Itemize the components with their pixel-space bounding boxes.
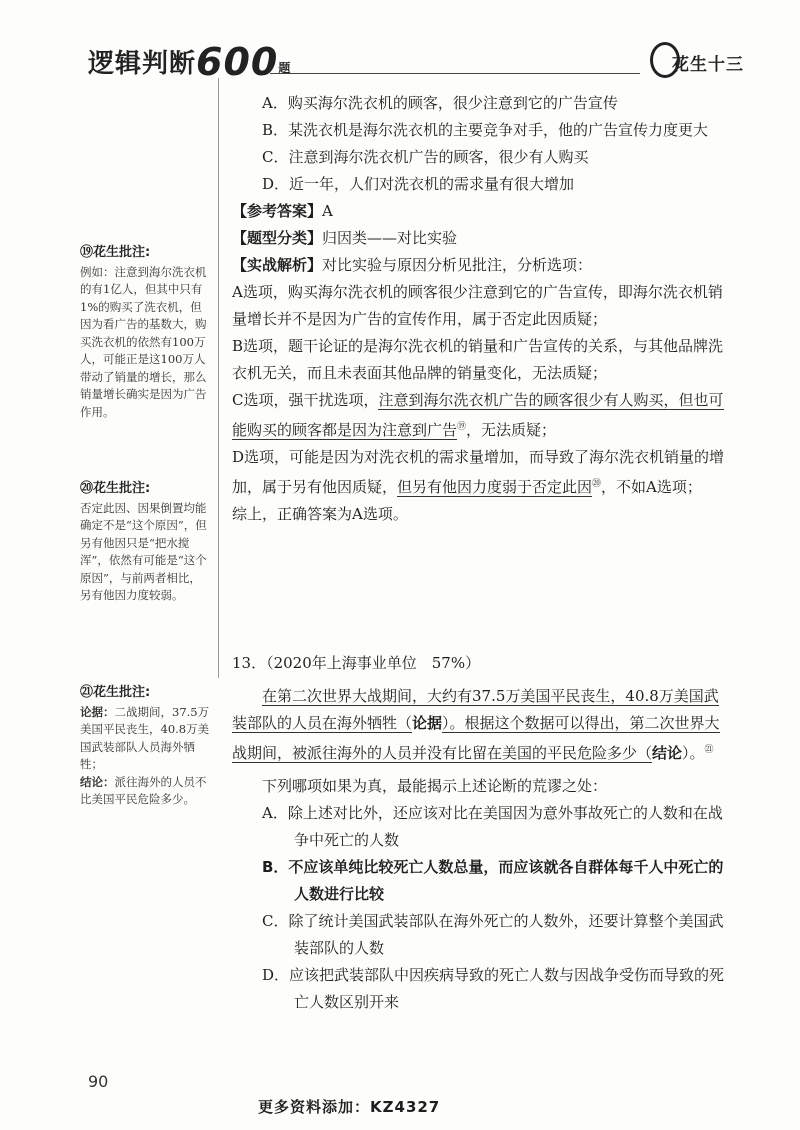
brand-logo: 花生十三 [650, 42, 755, 78]
q12-analysis-a: A选项，购买海尔洗衣机的顾客很少注意到它的广告宣传，即海尔洗衣机销量增长并不是因为广告的宣传作用，属于否定此因质疑； [232, 283, 723, 328]
q12-option-a: A．购买海尔洗衣机的顾客，很少注意到它的广告宣传 [262, 94, 618, 112]
q12-analysis-intro: 【实战解析】对比实验与原因分析见批注，分析选项： [232, 256, 593, 274]
q13-option-b: B．不应该单纯比较死亡人数总量，而应该就各自群体每千人中死亡的人数进行比较 [262, 858, 724, 903]
footer-watermark: 更多资料添加：KZ4327 [258, 1098, 441, 1116]
q13-header: 13．（2020年上海事业单位 57%） [232, 654, 481, 672]
header-rule [270, 73, 640, 74]
book-title: 逻辑判断600题 [88, 40, 292, 84]
q12-analysis-b: B选项，题干论证的是海尔洗衣机的销量和广告宣传的关系，与其他品牌洗衣机无关，而且未表面其他品牌的销量变化，无法质疑； [232, 337, 724, 382]
q13-option-a: A．除上述对比外，还应该对比在美国因为意外事故死亡的人数和在战争中死亡的人数 [262, 804, 723, 849]
q13-block [232, 650, 727, 1016]
page-number: 90 [88, 1072, 109, 1091]
column-divider [218, 78, 219, 678]
q12-type: 【题型分类】归因类——对比实验 [232, 229, 458, 247]
annotation-19: ⑲花生批注: 例如：注意到海尔洗衣机的有1亿人，但其中只有1%的购买了洗衣机，但因为看广告的基数大，购买洗衣机的依然有100万人，可能正是这100万人带动了销量的增长，那么销量增长确实是因为广告作用。 [80, 245, 207, 419]
q12-answer: 【参考答案】A [232, 202, 333, 220]
q13-stem: 在第二次世界大战期间，大约有37.5万美国平民丧生，40.8万美国武装部队的人员在海外牺牲（论据）。根据这个数据可以得出，第二次世界大战期间，被派往海外的人员并没有比留在美国的平民危险多少（结论）。$^㉑$ [232, 687, 720, 762]
q13-question: 下列哪项如果为真，最能揭示上述论断的荒谬之处： [262, 777, 608, 795]
annotation-21: ㉑花生批注: 论据：二战期间，37.5万美国平民丧生，40.8万美国武装部队人员海外牺牲； 结论：派往海外的人员不比美国平民危险多少。 [80, 685, 210, 806]
q12-block [232, 90, 727, 528]
q12-option-b: B．某洗衣机是海尔洗衣机的主要竞争对手，他的广告宣传力度更大 [262, 121, 709, 139]
annotation-20: ⑳花生批注: 否定此因、因果倒置均能确定不是“这个原因”，但另有他因只是“把水搅浑”，依然有可能是“这个原因”，与前两者相比，另有他因力度较弱。 [80, 481, 207, 602]
q12-option-d: D．近一年，人们对洗衣机的需求量有很大增加 [262, 175, 575, 193]
q12-analysis-c: C选项，强干扰选项，注意到海尔洗衣机广告的顾客很少有人购买，但也可能购买的顾客都是因为注意到广告⑲，无法质疑； [232, 391, 724, 439]
q13-option-d: D．应该把武装部队中因疾病导致的死亡人数与因战争受伤而导致的死亡人数区别开来 [262, 966, 725, 1011]
q12-conclusion: 综上，正确答案为A选项。 [232, 505, 408, 523]
q13-option-c: C．除了统计美国武装部队在海外死亡的人数外，还要计算整个美国武装部队的人数 [262, 912, 724, 957]
q12-option-c: C．注意到海尔洗衣机广告的顾客，很少有人购买 [262, 148, 589, 166]
q12-analysis-d: D选项，可能是因为对洗衣机的需求量增加，而导致了海尔洗衣机销量的增加，属于另有他因质疑，但另有他因力度弱于否定此因⑳，不如A选项； [232, 448, 725, 496]
